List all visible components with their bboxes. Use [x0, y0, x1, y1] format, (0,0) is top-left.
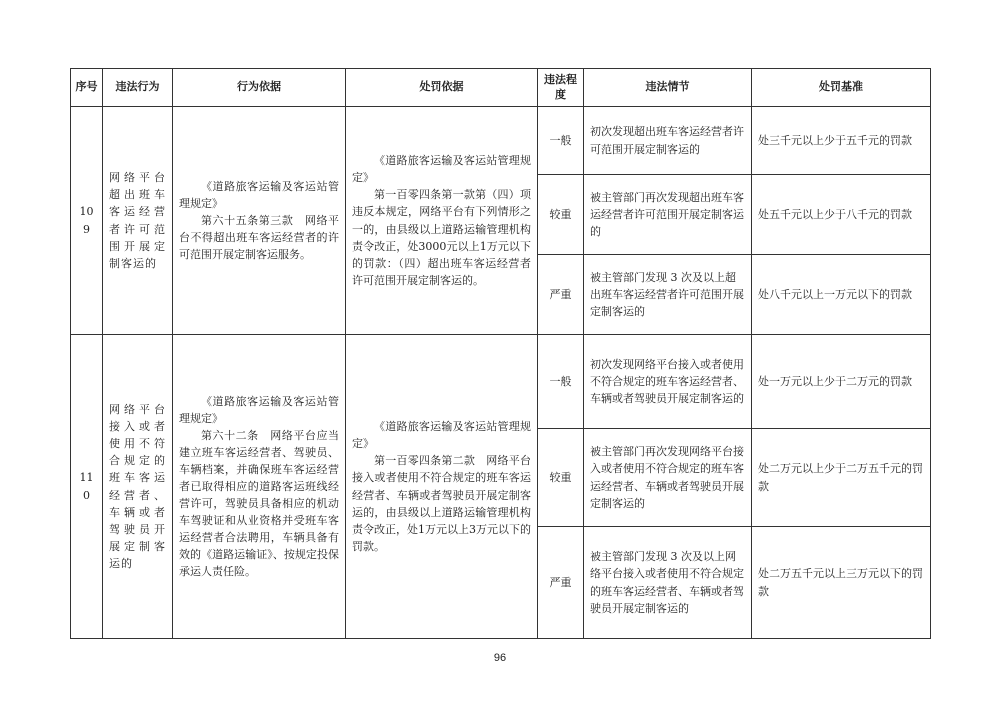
header-law: 处罚依据	[346, 69, 538, 107]
penalty-standard: 处八千元以上一万元以下的罚款	[752, 255, 931, 335]
severity-level: 一般	[538, 335, 584, 429]
law-text: 第一百零四条第二款 网络平台接入或者使用不符合规定的班车客运经营者、车辆或者驾驶员开展定制客运的，由县级以上道路运输管理机构责令改正，处1万元以上3万元以下的罚款。	[352, 454, 531, 553]
severity-level: 严重	[538, 255, 584, 335]
basis-text: 第六十二条 网络平台应当建立班车客运经营者、驾驶员、车辆档案，并确保班车客运经营者已取得相应的道路客运班线经营许可，驾驶员具备相应的机动车驾驶证和从业资格并受班车客运经营者合法聘用，车辆具备有效的《道路运输证》、按规定投保承运人责任险。	[179, 428, 339, 579]
severity-level: 较重	[538, 429, 584, 527]
violation-circumstance: 被主管部门发现 3 次及以上超出班车客运经营者许可范围开展定制客运的	[584, 255, 752, 335]
table-row	[71, 335, 931, 429]
violation-circumstance: 初次发现网络平台接入或者使用不符合规定的班车客运经营者、车辆或者驾驶员开展定制客运的	[584, 335, 752, 429]
penalty-table	[70, 68, 931, 639]
penalty-standard: 处二万元以上少于二万五千元的罚款	[752, 429, 931, 527]
violation-act: 网络平台超出班车客运经营者许可范围开展定制客运的	[103, 107, 173, 335]
row-number: 109	[71, 107, 103, 335]
header-level: 违法程度	[538, 69, 584, 107]
basis-text: 第六十五条第三款 网络平台不得超出班车客运经营者的许可范围开展定制客运服务。	[179, 213, 339, 262]
violation-circumstance: 被主管部门发现 3 次及以上网络平台接入或者使用不符合规定的班车客运经营者、车辆或者驾驶员开展定制客运的	[584, 527, 752, 639]
header-act: 违法行为	[103, 69, 173, 107]
severity-level: 严重	[538, 527, 584, 639]
header-no: 序号	[71, 69, 103, 107]
conduct-basis	[173, 107, 346, 335]
penalty-standard: 处一万元以上少于二万元的罚款	[752, 335, 931, 429]
violation-act: 网络平台接入或者使用不符合规定的班车客运经营者、车辆或者驾驶员开展定制客运的	[103, 335, 173, 639]
header-row	[71, 69, 931, 107]
penalty-standard: 处五千元以上少于八千元的罚款	[752, 175, 931, 255]
violation-circumstance: 被主管部门再次发现超出班车客运经营者许可范围开展定制客运的	[584, 175, 752, 255]
conduct-basis	[173, 335, 346, 639]
basis-title: 《道路旅客运输及客运站管理规定》	[179, 394, 339, 425]
basis-title: 《道路旅客运输及客运站管理规定》	[179, 179, 339, 210]
row-number: 110	[71, 335, 103, 639]
page-number: 96	[493, 652, 507, 664]
law-text: 第一百零四条第一款第（四）项 违反本规定，网络平台有下列情形之一的，由县级以上道路运输管理机构责令改正，处3000元以上1万元以下的罚款：（四）超出班车客运经营者许可范围开展定制客运的。	[352, 188, 542, 287]
violation-circumstance: 初次发现超出班车客运经营者许可范围开展定制客运的	[584, 107, 752, 175]
violation-circumstance: 被主管部门再次发现网络平台接入或者使用不符合规定的班车客运经营者、车辆或者驾驶员开展定制客运的	[584, 429, 752, 527]
law-title: 《道路旅客运输及客运站管理规定》	[352, 420, 531, 451]
penalty-basis	[346, 335, 538, 639]
table-row	[71, 107, 931, 175]
header-std: 处罚基准	[752, 69, 931, 107]
header-basis: 行为依据	[173, 69, 346, 107]
law-title: 《道路旅客运输及客运站管理规定》	[352, 154, 531, 185]
penalty-standard: 处二万五千元以上三万元以下的罚款	[752, 527, 931, 639]
penalty-standard: 处三千元以上少于五千元的罚款	[752, 107, 931, 175]
severity-level: 较重	[538, 175, 584, 255]
penalty-basis	[346, 107, 542, 335]
header-circ: 违法情节	[584, 69, 752, 107]
severity-level: 一般	[538, 107, 584, 175]
